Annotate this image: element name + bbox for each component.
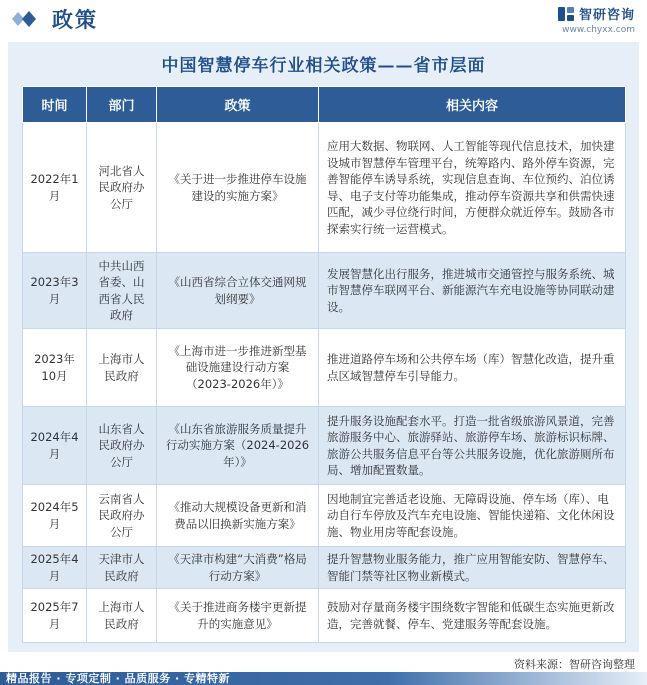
column-header-time: 时间 (23, 87, 87, 123)
cell-dept: 上海市人民政府 (87, 329, 157, 407)
cell-time: 2023年3月 (23, 253, 87, 329)
cell-policy: 《关于推进商务楼宇更新提升的实施意见》 (157, 589, 319, 643)
cell-time: 2025年7月 (23, 589, 87, 643)
cell-time: 2024年4月 (23, 407, 87, 485)
cell-time: 2024年5月 (23, 485, 87, 547)
top-bar (0, 0, 647, 40)
cell-policy: 《山东省旅游服务质量提升行动实施方案（2024-2026年）》 (157, 407, 319, 485)
cell-dept: 上海市人民政府 (87, 589, 157, 643)
column-header-dept: 部门 (87, 87, 157, 123)
table-title: 中国智慧停车行业相关政策——省市层面 (161, 56, 486, 76)
cell-content: 提升服务设施配套水平。打造一批省级旅游风景道，完善旅游服务中心、旅游驿站、旅游停车场、旅游标识标牌、旅游公共服务信息平台等公共服务设施，优化旅游厕所布局、增加配置数量。 (319, 407, 626, 485)
footer (0, 652, 647, 685)
cell-content: 推进道路停车场和公共停车场（库）智慧化改造，提升重点区域智慧停车引导能力。 (319, 329, 626, 407)
cell-time: 2023年10月 (23, 329, 87, 407)
footer-tags: 精品报告 · 专项定制 · 品质服务 · 专精特新 (6, 672, 231, 685)
cell-time: 2022年1月 (23, 123, 87, 253)
cell-content: 鼓励对存量商务楼宇围绕数字智能和低碳生态实施更新改造，完善就餐、停车、党建服务等配套设施。 (319, 589, 626, 643)
table-row (23, 253, 626, 329)
brand-name: 智研咨询 (578, 8, 635, 23)
cell-content: 发展智慧化出行服务，推进城市交通管控与服务系统、城市智慧停车联网平台、新能源汽车充电设施等协同联动建设。 (319, 253, 626, 329)
column-header-content: 相关内容 (319, 87, 626, 123)
cell-policy: 《推动大规模设备更新和消费品以旧换新实施方案》 (157, 485, 319, 547)
source-note: 资料来源：智研咨询整理 (514, 658, 635, 671)
column-header-policy: 政策 (157, 87, 319, 123)
section-title: 政策 (52, 8, 98, 32)
table-row (23, 329, 626, 407)
brand-logo-icon (557, 6, 575, 22)
table-row (23, 123, 626, 253)
cell-policy: 《天津市构建“大消费”格局行动方案》 (157, 547, 319, 589)
cell-policy: 《关于进一步推进停车设施建设的实施方案》 (157, 123, 319, 253)
cell-content: 提升智慧物业服务能力，推广应用智能安防、智慧停车、智能门禁等社区物业新模式。 (319, 547, 626, 589)
cell-dept: 中共山西省委、山西省人民政府 (87, 253, 157, 329)
table-row (23, 485, 626, 547)
cell-content: 因地制宜完善适老设施、无障碍设施、停车场（库）、电动自行车停放及汽车充电设施、智能快递箱、文化休闲设施、物业用房等配套设施。 (319, 485, 626, 547)
cell-time: 2025年4月 (23, 547, 87, 589)
brand (557, 4, 635, 35)
cell-policy: 《山西省综合立体交通网规划纲要》 (157, 253, 319, 329)
table-row (23, 407, 626, 485)
table-row (23, 547, 626, 589)
cell-dept: 河北省人民政府办公厅 (87, 123, 157, 253)
table-header-row (23, 87, 626, 123)
cell-dept: 云南省人民政府办公厅 (87, 485, 157, 547)
brand-url: www.chyxx.com (562, 25, 635, 35)
cell-dept: 天津市人民政府 (87, 547, 157, 589)
cell-dept: 山东省人民政府办公厅 (87, 407, 157, 485)
diamond-icon (6, 9, 46, 29)
table-row (23, 589, 626, 643)
policy-table (22, 86, 626, 643)
cell-policy: 《上海市进一步推进新型基础设施建设行动方案（2023-2026年）》 (157, 329, 319, 407)
cell-content: 应用大数据、物联网、人工智能等现代信息技术，加快建设城市智慧停车管理平台，统筹路内、路外停车资源，完善智能停车诱导系统，实现信息查询、车位预约、泊位诱导、电子支付等功能集成，推动停车资源共享和供需快速匹配，减少寻位绕行时间，方便群众就近停车。鼓励各市探索实行统一运营模式。 (319, 123, 626, 253)
